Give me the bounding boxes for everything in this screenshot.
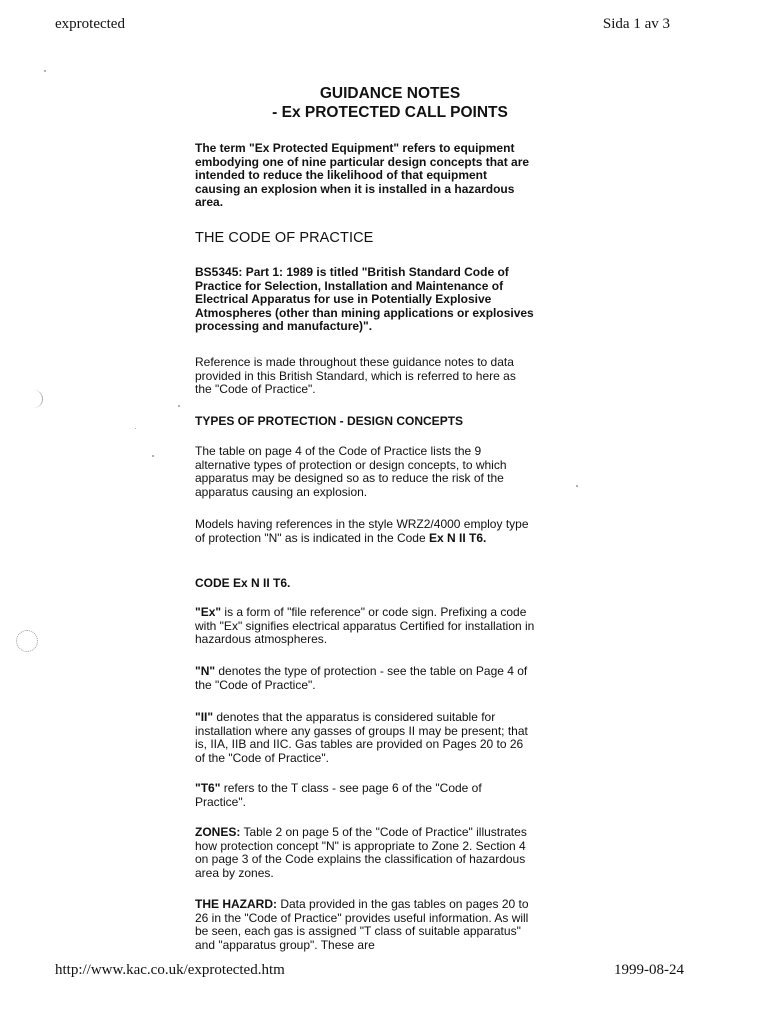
models-text: Models having references in the style WRZ2/4000 employ type of protection "N" as is indicated in the Code <box>195 517 529 545</box>
ii-term: "II" <box>195 710 214 724</box>
n-text: denotes the type of protection - see the table on Page 4 of the "Code of Practice". <box>195 664 528 692</box>
reference-text: Reference is made throughout these guidance notes to data provided in this British Standard, which is referred to here as the "Code of Practice". <box>195 355 516 396</box>
t6-text: refers to the T class - see page 6 of the "Code of Practice". <box>195 781 482 809</box>
reference-paragraph <box>195 356 535 397</box>
header-page-name: exprotected <box>55 16 125 32</box>
types-heading: TYPES OF PROTECTION - DESIGN CONCEPTS <box>195 414 464 428</box>
intro-text: The term "Ex Protected Equipment" refers to equipment embodying one of nine particular design concepts that are intended to reduce the likelihood of that equipment causing an explosion when it is installed in a hazardous area. <box>195 141 530 209</box>
scan-speck <box>44 70 46 72</box>
bs-paragraph-text: BS5345: Part 1: 1989 is titled "British Standard Code of Practice for Selection, Installation and Maintenance of Electrical Apparatus for use in Potentially Explosive Atmospheres (other than mining applications or explosives processing and manufacture)". <box>195 265 534 333</box>
n-paragraph <box>195 665 535 692</box>
footer-url: http://www.kac.co.uk/exprotected.htm <box>55 962 285 978</box>
zones-text: Table 2 on page 5 of the "Code of Practice" illustrates how protection concept "N" is appropriate to Zone 2. Section 4 on page 3 of the Code explains the classification of hazardous area by zones. <box>195 825 527 880</box>
page-title <box>200 84 580 122</box>
t6-paragraph <box>195 782 535 809</box>
scan-speck <box>152 455 154 457</box>
n-term: "N" <box>195 664 216 678</box>
ii-paragraph <box>195 711 535 765</box>
scan-speck <box>178 405 180 407</box>
scan-speck <box>135 428 136 429</box>
intro-paragraph <box>195 142 535 210</box>
ex-paragraph <box>195 606 535 647</box>
table-paragraph <box>195 445 535 499</box>
zones-paragraph <box>195 826 535 880</box>
code-of-practice-heading: THE CODE OF PRACTICE <box>195 230 374 246</box>
page-title-line2: - Ex PROTECTED CALL POINTS <box>272 104 508 121</box>
scan-stamp-mark <box>16 630 38 652</box>
footer-date: 1999-08-24 <box>614 962 684 978</box>
ex-term: "Ex" <box>195 605 222 619</box>
ex-text: is a form of "file reference" or code sign. Prefixing a code with "Ex" signifies electrical apparatus Certified for installation in hazardous atmospheres. <box>195 605 535 646</box>
zones-term: ZONES: <box>195 825 241 839</box>
hazard-text: Data provided in the gas tables on pages 20 to 26 in the "Code of Practice" provides useful information. As will be seen, each gas is assigned "T class of suitable apparatus" and "apparatus group". These are <box>195 897 529 952</box>
models-code: Ex N II T6. <box>428 530 487 545</box>
hazard-term: THE HAZARD: <box>195 897 277 911</box>
page-title-line1: GUIDANCE NOTES <box>319 85 461 102</box>
scan-speck <box>576 485 578 487</box>
bs-paragraph <box>195 266 535 334</box>
t6-term: "T6" <box>195 781 221 795</box>
ii-text: denotes that the apparatus is considered suitable for installation where any gasses of groups II may be present; that is, IIA, IIB and IIC. Gas tables are provided on Pages 20 to 26 of the "Code of Practice". <box>195 710 528 765</box>
header-page-count: Sida 1 av 3 <box>602 16 670 32</box>
models-paragraph <box>195 518 535 545</box>
table-paragraph-text: The table on page 4 of the Code of Practice lists the 9 alternative types of protection or design concepts, to which apparatus may be designed so as to reduce the risk of the apparatus causing an explosion. <box>195 444 507 499</box>
scan-hole-mark <box>24 390 43 408</box>
code-ex-heading: CODE Ex N II T6. <box>195 576 291 590</box>
hazard-paragraph <box>195 898 535 952</box>
